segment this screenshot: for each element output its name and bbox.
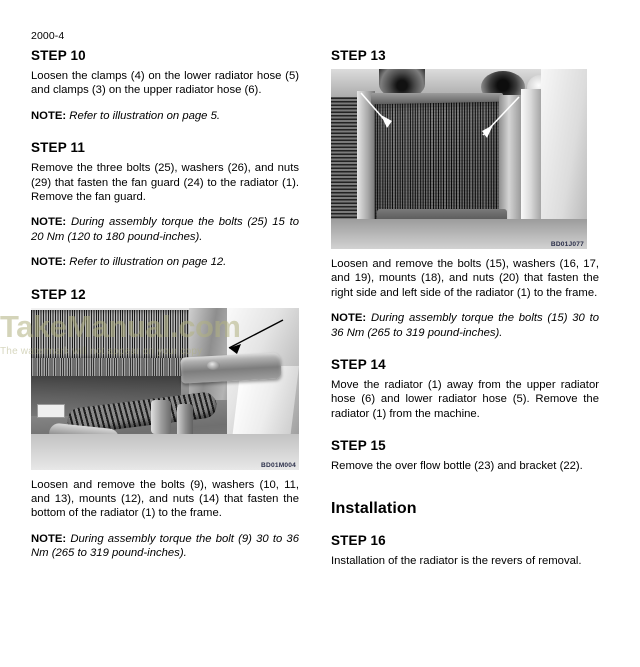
installation-section: [331, 500, 599, 518]
note-body: Refer to illustration on page 5.: [69, 109, 221, 122]
step-13-block: [331, 48, 599, 340]
step-13-body: Loosen and remove the bolts (15), washers (16, 17, and 19), mounts (18), and nuts (20) that fasten the right side and left side of the radiator (1) to the frame.: [331, 258, 599, 299]
step-14-heading: STEP 14: [331, 357, 386, 373]
step-16-block: [331, 533, 599, 568]
step-14-body: Move the radiator (1) away from the upper radiator hose (6) and lower radiator hose (5). Remove the radiator (1) from the machine.: [331, 379, 599, 420]
step-11-body: Remove the three bolts (25), washers (26), and nuts (29) that fasten the fan guard (24) to the radiator (1). Remove the fan guard.: [31, 162, 299, 204]
step-12-block: [31, 287, 299, 561]
step-13-note: [331, 311, 599, 340]
installation-heading: Installation: [331, 499, 417, 517]
note-label: NOTE:: [31, 216, 67, 229]
watermark-main-text: TakeManual.com: [0, 309, 241, 344]
step-11-note-1: [31, 215, 299, 244]
step-10-block: [31, 48, 299, 123]
step-10-note: [31, 109, 299, 123]
step-12-figure-id: BD01M004: [261, 461, 296, 469]
left-column: [31, 48, 299, 572]
step-11-block: [31, 140, 299, 269]
note-body: During assembly torque the bolts (25) 15 to 20 Nm (120 to 180 pound-inches).: [31, 216, 300, 243]
note-label: NOTE:: [31, 109, 67, 122]
step-12-heading: STEP 12: [31, 286, 86, 302]
note-body: During assembly torque the bolt (9) 30 to 36 Nm (265 to 319 pound-inches).: [31, 532, 299, 560]
step-16-heading: STEP 16: [331, 532, 386, 548]
radiator-lower-mount-photo: [31, 308, 299, 470]
note-label: NOTE:: [31, 532, 67, 545]
step-10-body: Loosen the clamps (4) on the lower radiator hose (5) and clamps (3) on the upper radiator hose (6).: [31, 70, 299, 97]
step-12-note: [31, 532, 299, 561]
step-14-block: [331, 357, 599, 421]
step-10-heading: STEP 10: [31, 48, 86, 63]
spacer: [331, 485, 599, 500]
step-12-body: Loosen and remove the bolts (9), washers (10, 11, and 13), mounts (12), and nuts (14) that fasten the bottom of the radiator (1) to the frame.: [31, 478, 299, 520]
note-body: Refer to illustration on page 12.: [69, 256, 227, 269]
step-13-figure: [331, 69, 587, 249]
note-label: NOTE:: [331, 312, 367, 325]
radiator-side-mount-photo: [331, 69, 587, 249]
step-16-body: Installation of the radiator is the revers of removal.: [331, 554, 582, 567]
note-label: NOTE:: [31, 256, 67, 269]
step-13-heading: STEP 13: [331, 48, 386, 63]
watermark-sub-text: The watermark will not appear on your copy: [0, 346, 203, 357]
page-number-header: 2000-4: [31, 30, 65, 42]
step-11-note-2: [31, 255, 299, 269]
right-column: [331, 48, 599, 568]
step-15-heading: STEP 15: [331, 438, 386, 454]
step-13-figure-id: BD01J077: [550, 241, 584, 248]
note-body: During assembly torque the bolts (15) 30 to 36 Nm (265 to 319 pound-inches).: [331, 312, 600, 339]
step-12-figure: [31, 308, 299, 470]
step-15-body: Remove the over flow bottle (23) and bracket (22).: [331, 460, 583, 473]
step-11-heading: STEP 11: [31, 140, 86, 156]
step-15-block: [331, 438, 599, 473]
